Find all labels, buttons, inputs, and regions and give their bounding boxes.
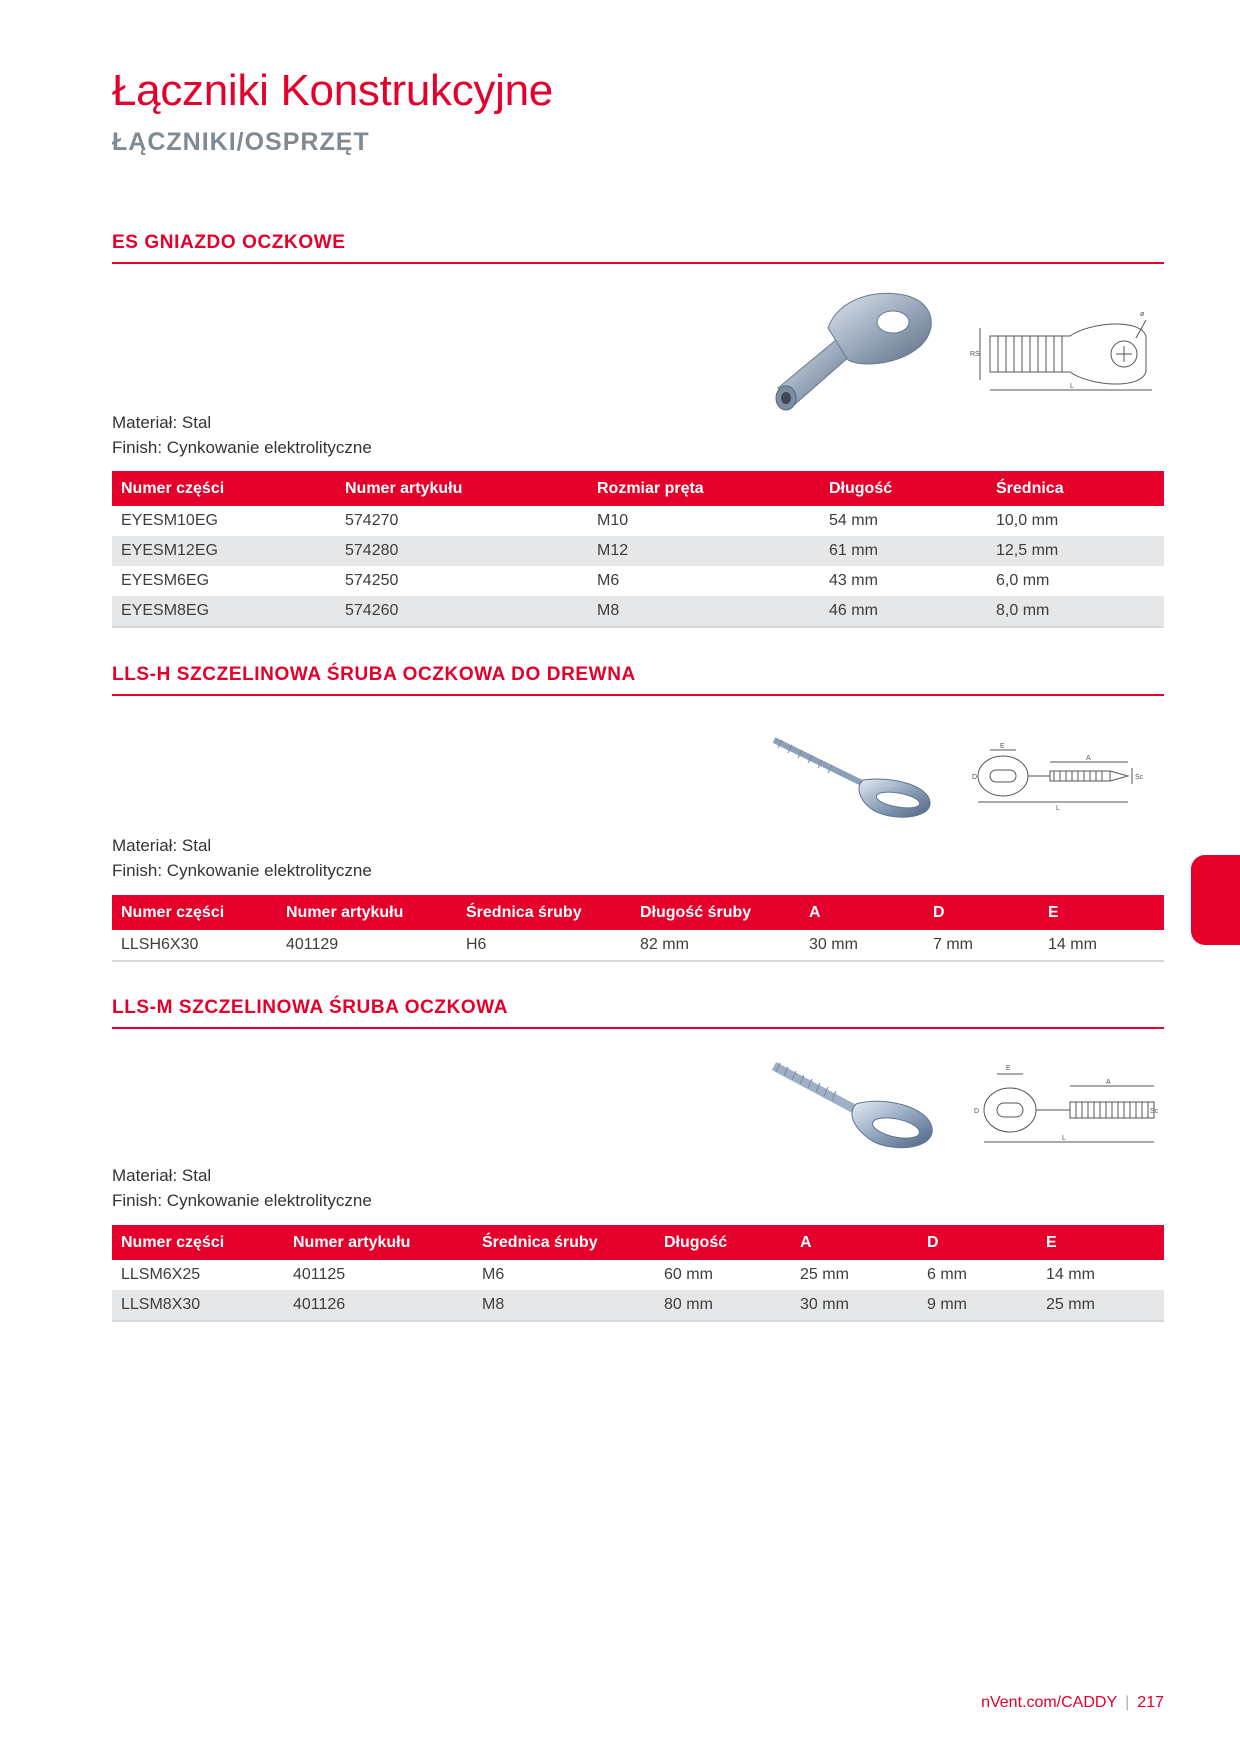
material-line: Materiał: Stal xyxy=(112,413,212,432)
table-cell: H6 xyxy=(457,930,631,961)
drawing-label-d: D xyxy=(974,1108,980,1115)
table-cell: M8 xyxy=(473,1290,655,1321)
drawing-label-a: A xyxy=(1106,1079,1111,1086)
page-title: Łączniki Konstrukcyjne xyxy=(112,66,553,115)
drawing-label-length: L xyxy=(1070,383,1074,390)
material-text xyxy=(112,1163,372,1213)
page-number: 217 xyxy=(1137,1694,1164,1711)
table-cell: LLSH6X30 xyxy=(112,930,277,961)
section-heading-lls-m: LLS-M SZCZELINOWA ŚRUBA OCZKOWA xyxy=(112,997,1164,1029)
section-heading-lls-h: LLS-H SZCZELINOWA ŚRUBA OCZKOWA DO DREWNA xyxy=(112,664,1164,696)
page-footer xyxy=(981,1694,1164,1712)
column-header: Średnica xyxy=(987,471,1164,506)
table-row xyxy=(112,566,1164,596)
column-header: Rozmiar pręta xyxy=(588,471,820,506)
table-cell: 82 mm xyxy=(631,930,800,961)
table-cell: 80 mm xyxy=(655,1290,791,1321)
table-row xyxy=(112,506,1164,536)
table-cell: 6,0 mm xyxy=(996,572,1050,589)
lls-h-product-photo xyxy=(768,736,938,821)
table-cell: 30 mm xyxy=(800,930,924,961)
drawing-label-l: L xyxy=(1056,805,1060,812)
table-cell: LLSM6X25 xyxy=(121,1266,201,1283)
table-row xyxy=(112,1260,1164,1290)
table-cell: 30 mm xyxy=(791,1290,918,1321)
table-cell: 401129 xyxy=(277,930,457,961)
table-header-row xyxy=(112,895,1164,930)
table-cell: 6 mm xyxy=(927,1266,967,1283)
finish-line: Finish: Cynkowanie elektrolityczne xyxy=(112,1191,372,1210)
table-cell: M6 xyxy=(482,1266,505,1283)
table-cell: 25 mm xyxy=(1037,1290,1164,1321)
material-text xyxy=(112,410,372,460)
section-heading-es-gniazdo: ES GNIAZDO OCZKOWE xyxy=(112,232,1164,264)
spec-table-lls-h xyxy=(112,895,1164,962)
lls-h-technical-drawing xyxy=(970,742,1160,812)
column-header: Numer części xyxy=(112,1225,284,1260)
column-header: Średnica śruby xyxy=(457,895,631,930)
table-cell: EYESM10EG xyxy=(121,512,218,529)
table-cell: 401125 xyxy=(293,1266,346,1283)
table-cell: EYESM6EG xyxy=(121,572,210,589)
material-line: Materiał: Stal xyxy=(112,836,212,855)
column-header: Średnica śruby xyxy=(473,1225,655,1260)
column-header: Długość xyxy=(820,471,987,506)
table-cell: 574280 xyxy=(336,536,588,566)
drawing-label-d: D xyxy=(972,774,978,781)
column-header: D xyxy=(924,895,1039,930)
table-row xyxy=(112,596,1164,627)
finish-line: Finish: Cynkowanie elektrolityczne xyxy=(112,861,372,880)
table-cell: 8,0 mm xyxy=(987,596,1164,627)
table-cell: 574250 xyxy=(345,572,399,589)
table-cell: M6 xyxy=(597,572,620,589)
column-header: D xyxy=(918,1225,1037,1260)
table-cell: EYESM12EG xyxy=(112,536,336,566)
lls-m-product-photo xyxy=(768,1060,938,1155)
eye-socket-product-photo xyxy=(768,288,948,418)
footer-separator: | xyxy=(1125,1694,1130,1711)
drawing-label-rs: RS xyxy=(970,351,980,358)
drawing-label-diameter: ø xyxy=(1140,311,1145,318)
table-cell: 574260 xyxy=(336,596,588,627)
drawing-label-sc: Sc xyxy=(1135,774,1144,781)
column-header: Długość xyxy=(655,1225,791,1260)
material-text xyxy=(112,833,372,883)
table-cell: M12 xyxy=(588,536,820,566)
table-header-row xyxy=(112,471,1164,506)
table-cell: 14 mm xyxy=(1046,1266,1095,1283)
table-cell: 61 mm xyxy=(820,536,987,566)
table-cell: M10 xyxy=(597,512,629,529)
drawing-label-sc: Sc xyxy=(1150,1108,1159,1115)
table-cell: 25 mm xyxy=(800,1266,849,1283)
table-cell: EYESM8EG xyxy=(112,596,336,627)
column-header: Numer artykułu xyxy=(336,471,588,506)
page-subtitle: ŁĄCZNIKI/OSPRZĘT xyxy=(112,128,370,156)
table-cell: 14 mm xyxy=(1039,930,1164,961)
eye-socket-technical-drawing xyxy=(970,306,1160,396)
chapter-tab-marker xyxy=(1191,855,1240,945)
table-cell: M8 xyxy=(588,596,820,627)
drawing-label-e: E xyxy=(1006,1065,1011,1072)
column-header: A xyxy=(791,1225,918,1260)
table-cell: 574270 xyxy=(345,512,399,529)
table-cell: 12,5 mm xyxy=(987,536,1164,566)
column-header: E xyxy=(1039,895,1164,930)
drawing-label-l: L xyxy=(1062,1135,1066,1142)
column-header: E xyxy=(1037,1225,1164,1260)
column-header: Numer części xyxy=(112,895,277,930)
table-cell: 9 mm xyxy=(918,1290,1037,1321)
table-cell: 46 mm xyxy=(820,596,987,627)
table-cell: LLSM8X30 xyxy=(112,1290,284,1321)
material-line: Materiał: Stal xyxy=(112,1166,212,1185)
column-header: A xyxy=(800,895,924,930)
table-cell: 401126 xyxy=(284,1290,473,1321)
spec-table-es-gniazdo xyxy=(112,471,1164,628)
drawing-label-a: A xyxy=(1086,755,1091,762)
table-cell: 7 mm xyxy=(924,930,1039,961)
lls-m-technical-drawing xyxy=(970,1058,1160,1148)
spec-table-lls-m xyxy=(112,1225,1164,1322)
table-header-row xyxy=(112,1225,1164,1260)
table-cell: 60 mm xyxy=(664,1266,713,1283)
footer-website-link[interactable]: nVent.com/CADDY xyxy=(981,1694,1118,1711)
table-cell: 54 mm xyxy=(829,512,878,529)
column-header: Numer części xyxy=(112,471,336,506)
table-cell: 10,0 mm xyxy=(996,512,1059,529)
table-row xyxy=(112,1290,1164,1321)
column-header: Numer artykułu xyxy=(284,1225,473,1260)
column-header: Długość śruby xyxy=(631,895,800,930)
drawing-label-e: E xyxy=(1000,743,1005,750)
table-row xyxy=(112,536,1164,566)
table-cell: 43 mm xyxy=(829,572,878,589)
table-row xyxy=(112,930,1164,961)
finish-line: Finish: Cynkowanie elektrolityczne xyxy=(112,438,372,457)
column-header: Numer artykułu xyxy=(277,895,457,930)
